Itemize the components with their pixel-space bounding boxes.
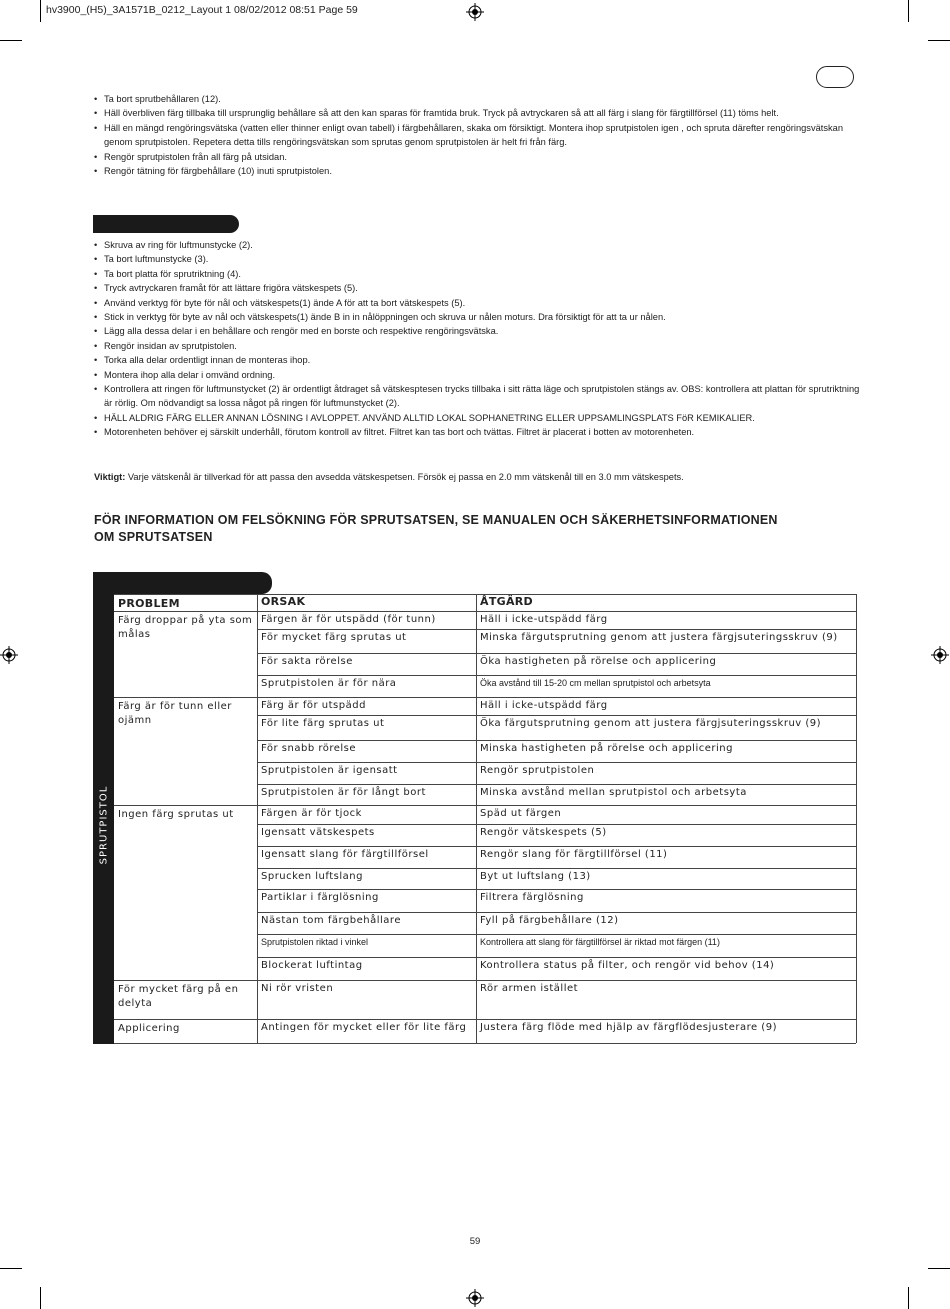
nozzle-list — [94, 238, 862, 440]
list-item: • Ta bort platta för sprutriktning (4). — [94, 267, 862, 281]
table-cell-cause: Sprutpistolen är för nära — [261, 678, 397, 689]
list-item: • Stick in verktyg för byte av nål och vätskespets(1) ände B in in nålöppningen och skruva ur nålen moturs. Dra försiktigt för att ta ur nålen. — [94, 310, 862, 324]
table-cell-cause: Sprutpistolen är för långt bort — [261, 787, 426, 798]
table-cell-cause: Sprutpistolen riktad i vinkel — [261, 937, 369, 947]
table-cell-remedy: Filtrera färglösning — [480, 892, 584, 903]
table-rule — [257, 1043, 856, 1044]
table-cell-cause: Blockerat luftintag — [261, 960, 363, 971]
table-cell-cause: Färgen är för tjock — [261, 808, 362, 819]
table-cell-remedy: Öka avstånd till 15-20 cm mellan sprutpistol och arbetsyta — [480, 678, 711, 688]
table-cell-cause: Partiklar i färglösning — [261, 892, 379, 903]
table-cell-remedy: Minska färgutsprutning genom att justera färgjsuteringsskruv (9) — [480, 632, 838, 643]
table-tab — [114, 572, 272, 594]
table-cell-remedy: Häll i icke-utspädd färg — [480, 700, 608, 711]
table-cell-cause: Ni rör vristen — [261, 983, 334, 994]
table-rule — [114, 1019, 257, 1020]
table-cell-problem: Färg droppar på yta som målas — [118, 615, 253, 640]
list-item: • Lägg alla dessa delar i en behållare och rengör med en borste och respektive rengöringsvätska. — [94, 324, 862, 338]
list-item: • Skruva av ring för luftmunstycke (2). — [94, 238, 862, 252]
table-cell-remedy: Minska avstånd mellan sprutpistol och arbetsyta — [480, 787, 747, 798]
list-item: • Rengör tätning för färgbehållare (10) inuti sprutpistolen. — [94, 164, 862, 178]
list-item: • Kontrollera att ringen för luftmunstycket (2) är ordentligt åtdraget så vätskesptesen trycks tillbaka i sitt rätta läge och sprutpistolen stängs av. OBS: kontrollera att plattan för sprutriktning är rörlig. Om nödvandigt sa lossa något på ringen för luftmunstycket (2). — [94, 382, 862, 411]
list-item: • Ta bort sprutbehållaren (12). — [94, 92, 862, 106]
table-rule — [114, 980, 257, 981]
registration-mark-icon — [466, 3, 484, 21]
list-item: • Tryck avtryckaren framåt för att lättare frigöra vätskespets (5). — [94, 281, 862, 295]
registration-mark-icon — [931, 646, 949, 664]
table-cell-cause: Sprutpistolen är igensatt — [261, 765, 398, 776]
list-item: • Montera ihop alla delar i omvänd ordning. — [94, 368, 862, 382]
table-cell-cause: För lite färg sprutas ut — [261, 718, 385, 729]
note-text: Varje vätskenål är tillverkad för att passa den avsedda vätskespetsen. Försök ej passa en 2.0 mm vätskenål till en 3.0 mm vätskespets. — [125, 472, 684, 482]
table-cell-cause: Antingen för mycket eller för lite färg — [261, 1022, 467, 1033]
table-cell-problem: Ingen färg sprutas ut — [118, 809, 234, 820]
table-cell-problem: För mycket färg på en delyta — [118, 984, 239, 1009]
table-cell-remedy: Späd ut färgen — [480, 808, 562, 819]
table-cell-remedy: Fyll på färgbehållare (12) — [480, 915, 619, 926]
important-note — [94, 472, 684, 482]
table-cell-cause: För mycket färg sprutas ut — [261, 632, 407, 643]
language-badge — [816, 66, 854, 88]
table-cell-cause: Färgen är för utspädd (för tunn) — [261, 614, 436, 625]
list-item: • Motorenheten behöver ej särskilt underhåll, förutom kontroll av filtret. Filtret kan tas bort och tvättas. Filtret är placerat i botten av motorenheten. — [94, 425, 862, 439]
table-cell-remedy: Öka hastigheten på rörelse och applicering — [480, 656, 717, 667]
list-item: • Häll överbliven färg tillbaka till ursprunglig behållare så att den kan sparas för framtida bruk. Tryck på avtryckaren så att all färg i slang för färgtillförsel (11) töms helt. — [94, 106, 862, 120]
section-tab — [93, 215, 239, 233]
table-cell-cause: Nästan tom färgbehållare — [261, 915, 401, 926]
table-cell-cause: För snabb rörelse — [261, 743, 357, 754]
note-label: Viktigt: — [94, 472, 126, 482]
table-cell-cause: Färg är för utspädd — [261, 700, 366, 711]
table-side-label: SPRUTPISTOL — [98, 785, 110, 865]
table-cell-remedy: Öka färgutsprutning genom att justera färgjsuteringsskruv (9) — [480, 718, 822, 729]
table-cell-remedy: Kontrollera status på filter, och rengör vid behov (14) — [480, 960, 775, 971]
list-item: • Häll en mängd rengöringsvätska (vatten eller thinner enligt ovan tabell) i färgbehållaren, skaka om försiktigt. Montera ihop sprutpistolen igen , och spruta därefter rengöringsvätskan genom sprutpistolen. Repetera detta tills rengöringsvätskan som sprutas genom sprutpistolen är helt fri från färg. — [94, 121, 862, 150]
table-rule — [114, 697, 257, 698]
table-cell-remedy: Justera färg flöde med hjälp av färgflödesjusterare (9) — [480, 1022, 777, 1033]
table-cell-remedy: Häll i icke-utspädd färg — [480, 614, 608, 625]
list-item: • Ta bort luftmunstycke (3). — [94, 252, 862, 266]
table-rule — [114, 805, 257, 806]
header-cause: ORSAK — [261, 595, 306, 608]
print-slug: hv3900_(H5)_3A1571B_0212_Layout 1 08/02/2012 08:51 Page 59 — [46, 4, 358, 16]
table-cell-remedy: Rengör slang för färgtillförsel (11) — [480, 849, 668, 860]
table-cell-problem: Färg är för tunn eller ojämn — [118, 701, 232, 726]
table-cell-cause: Igensatt slang för färgtillförsel — [261, 849, 429, 860]
table-rule — [114, 1043, 257, 1044]
section-title: FÖR INFORMATION OM FELSÖKNING FÖR SPRUTSATSEN, SE MANUALEN OCH SÄKERHETSINFORMATIONEN OM SPRUTSATSEN — [94, 513, 778, 544]
header-remedy: ÅTGÄRD — [480, 595, 533, 608]
list-item: • Rengör sprutpistolen från all färg på utsidan. — [94, 150, 862, 164]
list-item: • Rengör insidan av sprutpistolen. — [94, 339, 862, 353]
table-cell-cause: För sakta rörelse — [261, 656, 353, 667]
registration-mark-icon — [466, 1289, 484, 1307]
list-item: • Använd verktyg för byte för nål och vätskespets(1) ände A för att ta bort vätskespets (5). — [94, 296, 862, 310]
table-cell-remedy: Rengör sprutpistolen — [480, 765, 595, 776]
table-cell-remedy: Rengör vätskespets (5) — [480, 827, 607, 838]
registration-mark-icon — [0, 646, 18, 664]
table-cell-remedy: Kontrollera att slang för färgtillförsel är riktad mot färgen (11) — [480, 937, 720, 947]
table-cell-remedy: Rör armen istället — [480, 983, 579, 994]
header-problem: PROBLEM — [118, 597, 180, 610]
table-cell-cause: Igensatt vätskespets — [261, 827, 375, 838]
table-cell-problem: Applicering — [118, 1023, 180, 1034]
table-cell-cause: Sprucken luftslang — [261, 871, 363, 882]
list-item: • Torka alla delar ordentligt innan de monteras ihop. — [94, 353, 862, 367]
cleaning-list — [94, 92, 862, 178]
table-cell-remedy: Byt ut luftslang (13) — [480, 871, 591, 882]
table-cell-remedy: Minska hastigheten på rörelse och applicering — [480, 743, 733, 754]
table-rule — [856, 594, 857, 1043]
page-number: 59 — [469, 1236, 481, 1247]
list-item: • HÄLL ALDRIG FÄRG ELLER ANNAN LÖSNING I AVLOPPET. ANVÄND ALLTID LOKAL SOPHANETRING ELLER UPPSAMLINGSPLATS FöR KEMIKALIER. — [94, 411, 862, 425]
